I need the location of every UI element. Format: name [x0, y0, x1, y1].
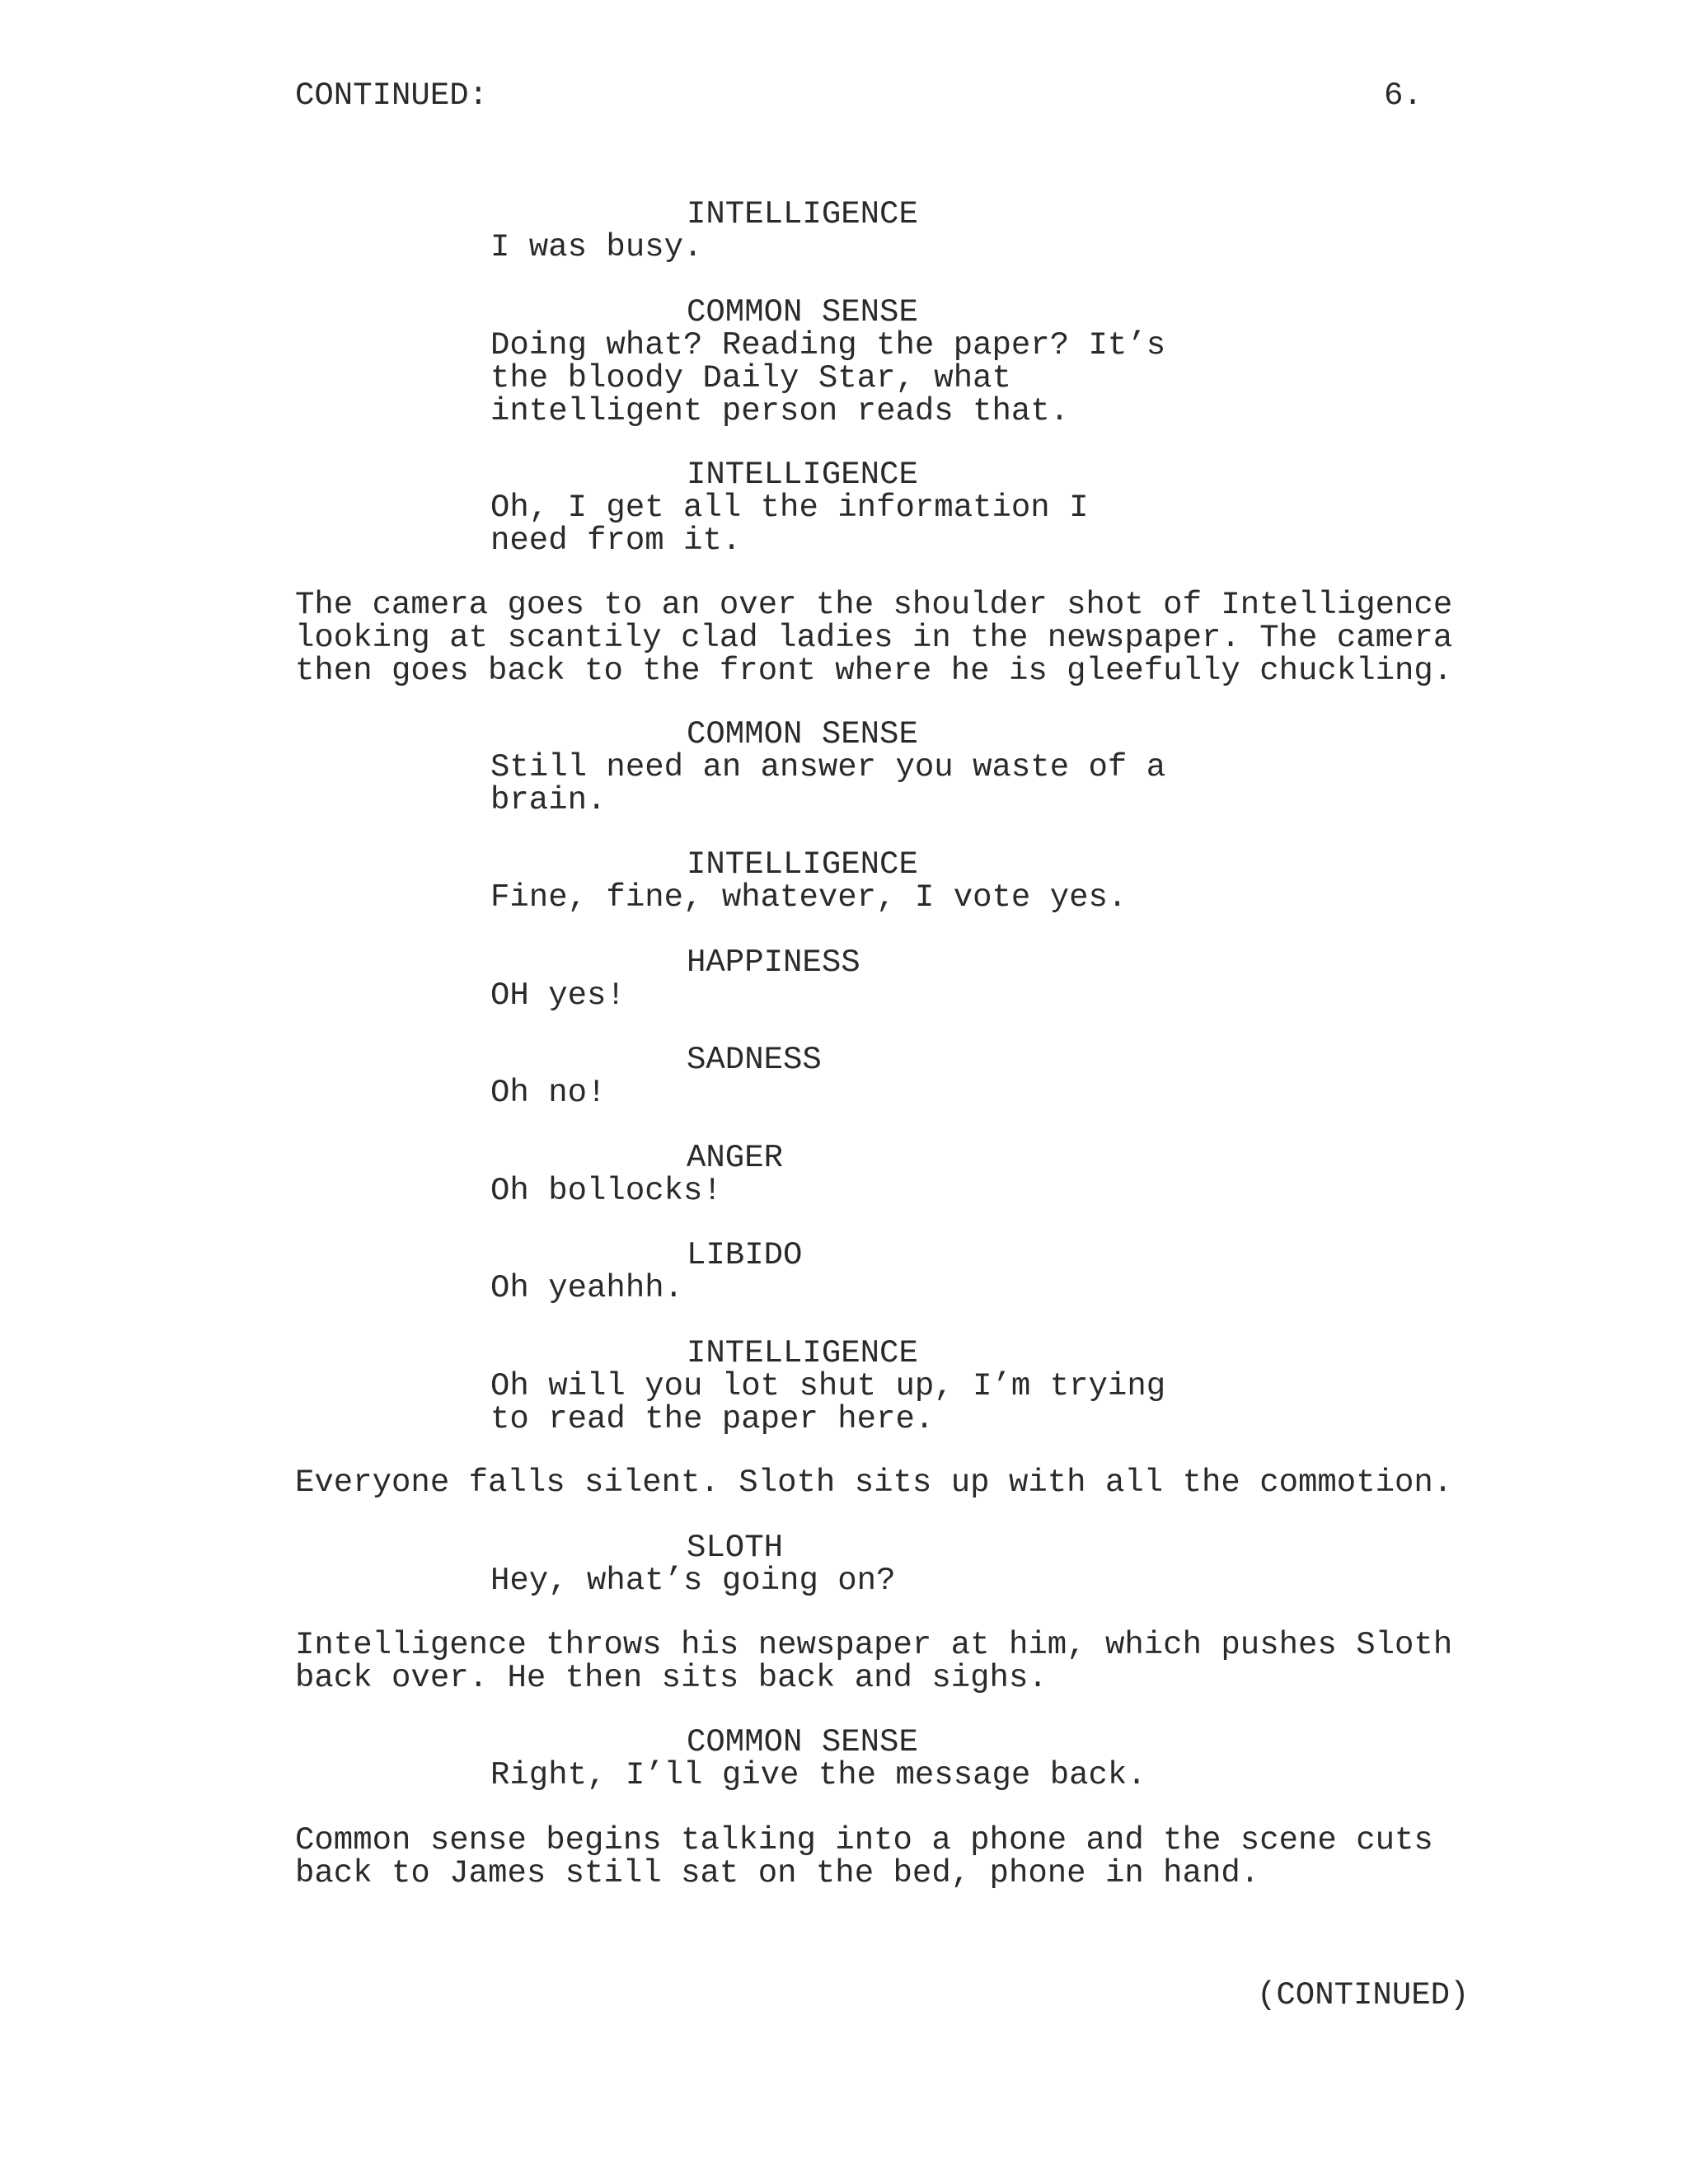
dialogue-line: Fine, fine, whatever, I vote yes.: [490, 879, 1128, 916]
dialogue-line: Oh bollocks!: [490, 1173, 722, 1209]
character-name: COMMON SENSE: [687, 1724, 918, 1760]
action-line: Common sense begins talking into a phone and the scene cuts back to James still sat on the bed, phone in hand.: [295, 1822, 1433, 1891]
dialogue-line: OH yes!: [490, 977, 626, 1014]
continued-footer: (CONTINUED): [1257, 1977, 1470, 2013]
page-number: 6.: [1384, 77, 1423, 114]
character-name: INTELLIGENCE: [687, 196, 918, 232]
dialogue-line: Oh, I get all the information I need from it.: [490, 490, 1089, 559]
character-name: INTELLIGENCE: [687, 846, 918, 883]
character-name: COMMON SENSE: [687, 716, 918, 752]
character-name: INTELLIGENCE: [687, 1335, 918, 1371]
character-name: ANGER: [687, 1140, 784, 1176]
action-line: Intelligence throws his newspaper at him, which pushes Sloth back over. He then sits back and sighs.: [295, 1627, 1453, 1696]
dialogue-line: Hey, what’s going on?: [490, 1563, 896, 1599]
continued-header: CONTINUED:: [295, 77, 489, 114]
action-line: The camera goes to an over the shoulder shot of Intelligence looking at scantily clad ladies in the newspaper. The camera then goes back to the front where he is gleefully chuckling.: [295, 587, 1453, 689]
dialogue-line: Still need an answer you waste of a brain.: [490, 749, 1166, 818]
dialogue-line: Oh yeahhh.: [490, 1270, 684, 1306]
dialogue-line: Oh will you lot shut up, I’m trying to read the paper here.: [490, 1368, 1166, 1437]
character-name: COMMON SENSE: [687, 294, 918, 330]
character-name: HAPPINESS: [687, 944, 860, 981]
dialogue-line: Right, I’ll give the message back.: [490, 1757, 1146, 1793]
dialogue-line: I was busy.: [490, 229, 703, 265]
dialogue-line: Doing what? Reading the paper? It’s the bloody Daily Star, what intelligent person reads that.: [490, 327, 1166, 429]
character-name: LIBIDO: [687, 1237, 803, 1273]
character-name: SADNESS: [687, 1042, 822, 1078]
dialogue-line: Oh no!: [490, 1075, 607, 1111]
character-name: SLOTH: [687, 1530, 784, 1566]
action-line: Everyone falls silent. Sloth sits up with all the commotion.: [295, 1465, 1453, 1501]
character-name: INTELLIGENCE: [687, 457, 918, 493]
